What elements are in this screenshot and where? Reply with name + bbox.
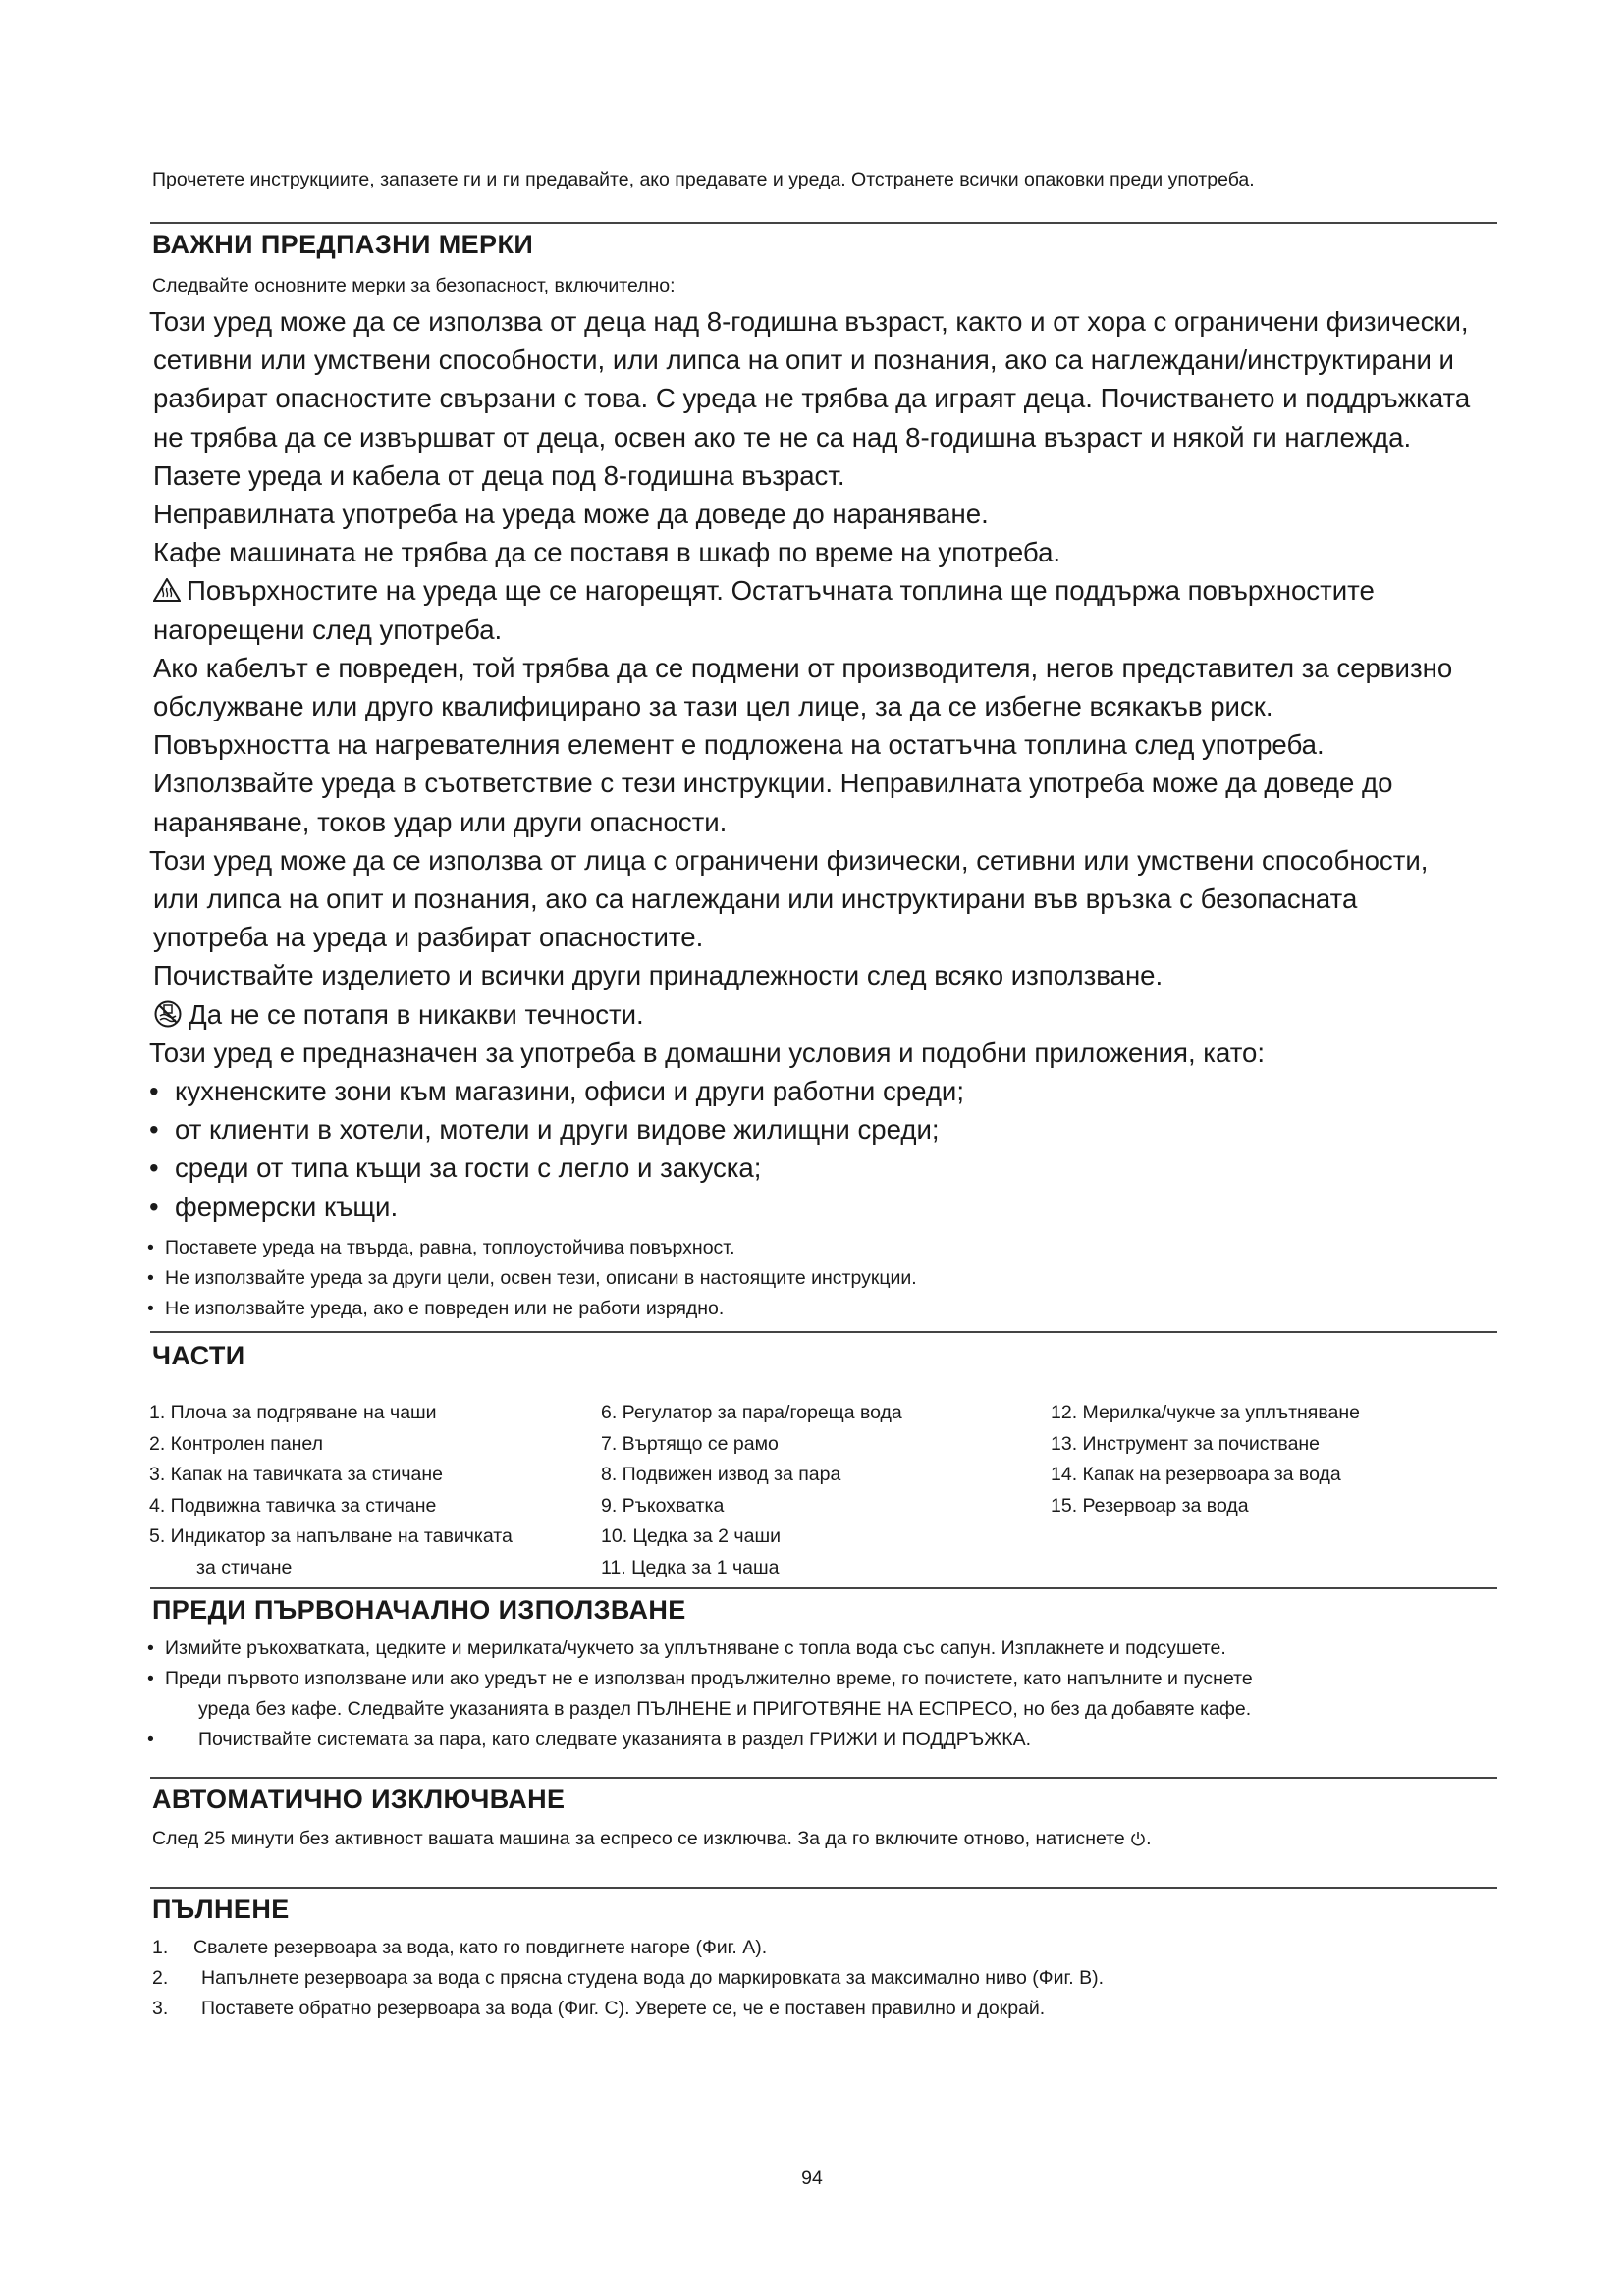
filling-step: 2. Напълнете резервоара за вода с прясна студена вода до маркировката за максимално ниво (Фиг. B). [152, 1967, 1104, 1989]
divider [150, 1331, 1497, 1333]
small-bullet: • Поставете уреда на твърда, равна, топлоустойчива повърхност. [147, 1237, 735, 1258]
safety-line: обслужване или друго квалифицирано за тази цел лице, за да се избегне всякакъв риск. [153, 691, 1273, 722]
safety-line: или липса на опит и познания, ако са наглеждани или инструктирани във връзка с безопасната [153, 883, 1358, 915]
part-item: 12. Мерилка/чукче за уплътняване [1051, 1402, 1360, 1423]
safety-line: Този уред може да се използва от деца над 8-годишна възраст, както и от хора с ограничени физически, [149, 306, 1469, 337]
before-first-use-line: • Преди първото използване или ако уредът не е използван продължително време, го почистете, като напълните и пуснете [147, 1668, 1253, 1689]
before-first-use-line: • Почиствайте системата за пара, като следвате указанията в раздел ГРИЖИ И ПОДДРЪЖКА. [147, 1729, 1032, 1750]
divider [150, 222, 1497, 224]
intro-text: Прочетете инструкциите, запазете ги и ги предавайте, ако предавате и уреда. Отстранете всички опаковки преди употреба. [152, 169, 1255, 190]
safety-bullet: • фермерски къщи. [149, 1191, 399, 1222]
before-first-use-text [147, 1633, 1253, 1755]
part-item: 14. Капак на резервоара за вода [1051, 1464, 1341, 1485]
power-icon [1130, 1831, 1146, 1846]
parts-column-1 [149, 1398, 513, 1583]
part-item: 7. Въртящо се рамо [601, 1432, 779, 1455]
section-heading-filling: ПЪЛНЕНЕ [152, 1895, 290, 1924]
part-item: 1. Плоча за подгряване на чаши [149, 1402, 437, 1423]
section-heading-safety: ВАЖНИ ПРЕДПАЗНИ МЕРКИ [152, 230, 534, 259]
divider [150, 1587, 1497, 1589]
safety-bullet: • от клиенти в хотели, мотели и други видове жилищни среди; [149, 1114, 940, 1146]
safety-subheading: Следвайте основните мерки за безопасност, включително: [152, 275, 676, 296]
safety-line: Този уред е предназначен за употреба в домашни условия и подобни приложения, като: [149, 1037, 1266, 1068]
part-item: 10. Цедка за 2 чаши [601, 1525, 781, 1547]
safety-line: разбират опасностите свързани с това. С уреда не трябва да играят деца. Почистването и поддръжката [153, 383, 1471, 414]
part-item: 6. Регулатор за пара/гореща вода [601, 1402, 902, 1423]
divider [150, 1887, 1497, 1889]
part-item: 8. Подвижен извод за пара [601, 1464, 841, 1485]
do-not-immerse-icon [153, 999, 183, 1029]
auto-off-text: След 25 минути без активност вашата машина за еспресо се изключва. За да го включите отново, натиснете . [152, 1828, 1152, 1849]
small-bullet: • Не използвайте уреда за други цели, освен тези, описани в настоящите инструкции. [147, 1267, 917, 1289]
safety-line: Този уред може да се използва от лица с ограничени физически, сетивни или умствени способности, [149, 844, 1429, 876]
safety-small-bullets [147, 1233, 917, 1324]
safety-line: Повърхността на нагревателния елемент е подложена на остатъчна топлина след употреба. [153, 729, 1325, 761]
page-number: 94 [801, 2167, 823, 2189]
part-item: 3. Капак на тавичката за стичане [149, 1464, 443, 1485]
parts-column-3 [1051, 1398, 1360, 1522]
safety-line: Ако кабелът е повреден, той трябва да се подмени от производителя, негов представител за сервизно [153, 652, 1453, 683]
part-item: 4. Подвижна тавичка за стичане [149, 1494, 437, 1517]
part-item: 15. Резервоар за вода [1051, 1494, 1249, 1517]
safety-bullet: • среди от типа къщи за гости с легло и закуска; [149, 1152, 762, 1184]
section-heading-before-first-use: ПРЕДИ ПЪРВОНАЧАЛНО ИЗПОЛЗВАНЕ [152, 1595, 686, 1625]
section-heading-auto-off: АВТОМАТИЧНО ИЗКЛЮЧВАНЕ [152, 1785, 566, 1814]
filling-steps [152, 1933, 1104, 2024]
hot-surface-warning-icon [153, 578, 181, 602]
safety-line-no-immerse: Да не се потапя в никакви течности. [149, 995, 1504, 1034]
divider [150, 1777, 1497, 1779]
safety-line: Пазете уреда и кабела от деца под 8-годишна възраст. [153, 459, 845, 491]
part-item: 13. Инструмент за почистване [1051, 1432, 1321, 1455]
section-heading-parts: ЧАСТИ [152, 1341, 245, 1370]
small-bullet: • Не използвайте уреда, ако е повреден или не работи изрядно. [147, 1298, 725, 1319]
safety-line: Неправилната употреба на уреда може да доведе до нараняване. [153, 499, 989, 530]
safety-line: Кафе машината не трябва да се поставя в шкаф по време на употреба. [153, 537, 1061, 568]
filling-step: 1. Свалете резервоара за вода, като го повдигнете нагоре (Фиг. A). [152, 1937, 768, 1958]
part-item: 11. Цедка за 1 чаша [601, 1556, 780, 1578]
part-item: 2. Контролен панел [149, 1432, 324, 1455]
safety-text-block [149, 302, 1504, 1226]
part-item: 5. Индикатор за напълване на тавичката [149, 1525, 513, 1547]
safety-line: нараняване, токов удар или други опасности. [153, 806, 728, 837]
part-item-continued: за стичане [196, 1556, 293, 1578]
part-item: 9. Ръкохватка [601, 1494, 725, 1517]
filling-step: 3. Поставете обратно резервоара за вода (Фиг. C). Уверете се, че е поставен правилно и докрай. [152, 1998, 1046, 2019]
safety-bullet: • кухненските зони към магазини, офиси и други работни среди; [149, 1076, 965, 1107]
safety-line: употреба на уреда и разбират опасностите. [153, 922, 704, 953]
safety-line: Използвайте уреда в съответствие с тези инструкции. Неправилната употреба може да доведе до [153, 768, 1393, 799]
before-first-use-line: уреда без кафе. Следвайте указанията в раздел ПЪЛНЕНЕ и ПРИГОТВЯНЕ НА ЕСПРЕСО, но без да добавяте кафе. [198, 1698, 1252, 1720]
safety-line: сетивни или умствени способности, или липса на опит и познания, ако са наглеждани/инструктирани и [153, 345, 1454, 376]
safety-line-hot: Повърхностите на уреда ще се нагорещят. Остатъчната топлина ще поддържа повърхностите [149, 571, 1504, 610]
before-first-use-line: • Измийте ръкохватката, цедките и мерилката/чукчето за уплътняване с топла вода със сапун. Изплакнете и подсушете. [147, 1637, 1226, 1659]
safety-line: не трябва да се извършват от деца, освен ако те не са над 8-годишна възраст и някой ги наглежда. [153, 421, 1412, 453]
safety-line: Почиствайте изделието и всички други принадлежности след всяко използване. [153, 960, 1164, 991]
parts-column-2 [601, 1398, 902, 1583]
safety-line: нагорещени след употреба. [153, 614, 503, 645]
